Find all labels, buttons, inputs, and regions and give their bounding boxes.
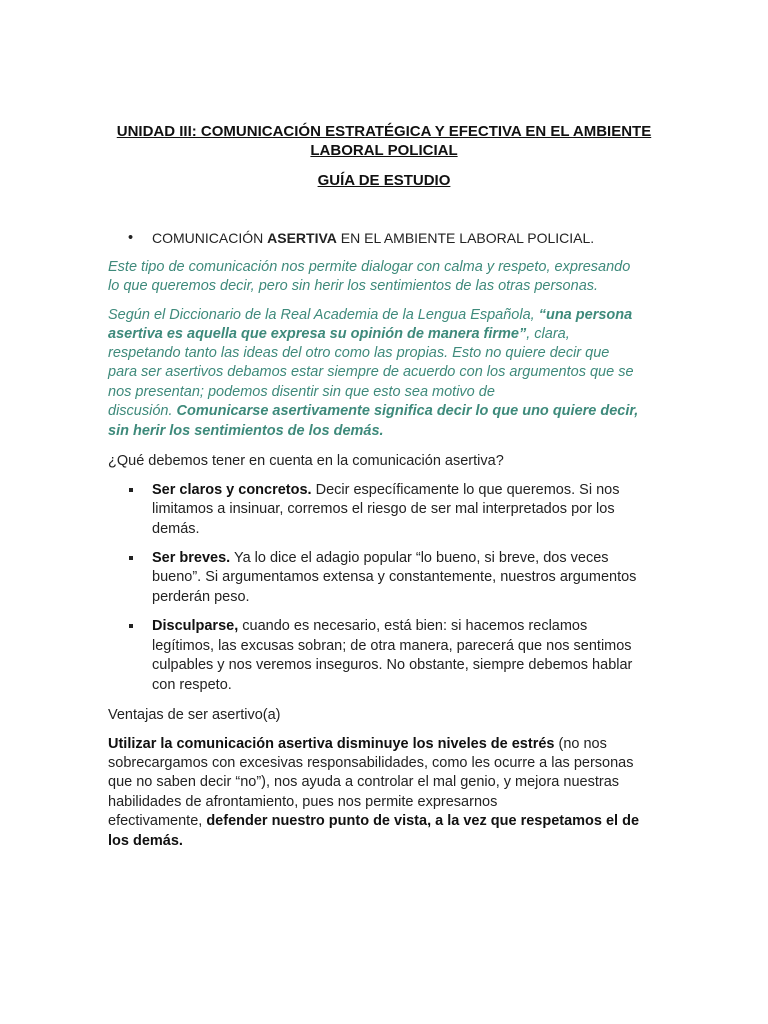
intro-line-1: Este tipo de comunicación nos permite dialogar con calma y respeto, expresando <box>108 259 631 275</box>
definition-line-2-bold: asertiva es aquella que expresa su opinión de manera firme” <box>108 326 527 342</box>
item-3-line-3: culpables y nos veremos inseguros. No obstante, siempre debemos hablar <box>152 657 633 673</box>
advantages-line-6 <box>108 832 183 852</box>
bullet-text-bold: ASERTIVA <box>267 230 337 246</box>
advantages-line-1 <box>108 735 607 755</box>
advantages-line-5-plain: efectivamente, <box>108 813 207 829</box>
intro-line-2: lo que queremos decir, pero sin herir los sentimientos de las otras personas. <box>108 278 599 294</box>
advantages-heading: Ventajas de ser asertivo(a) <box>108 707 281 723</box>
definition-line-3: respetando tanto las ideas del otro como las propias. Esto no quiere decir que <box>108 345 610 361</box>
definition-line-1 <box>108 306 632 326</box>
definition-line-1-bold: “una persona <box>538 307 633 323</box>
definition-line-2-plain: , clara, <box>526 326 570 342</box>
item-3-line-2: legítimos, las excusas sobran; de otra manera, parecerá que nos sentimos <box>152 638 632 654</box>
document-title-line-2: LABORAL POLICIAL <box>310 142 458 159</box>
item-3-line-1-text: cuando es necesario, está bien: si hacemos reclamos <box>238 618 588 634</box>
definition-line-6 <box>108 402 638 422</box>
item-1-bold: Ser claros y concretos. <box>152 482 312 498</box>
item-2-line-3: perderán peso. <box>152 589 250 605</box>
bullet-text-pre: COMUNICACIÓN <box>152 230 268 246</box>
item-2-line-2: bueno”. Si argumentamos extensa y constantemente, nuestros argumentos <box>152 569 637 585</box>
square-bullet-1 <box>129 488 133 492</box>
item-3-bold: Disculparse, <box>152 618 239 634</box>
document-subtitle: GUÍA DE ESTUDIO <box>317 172 451 189</box>
item-1-line-3: demás. <box>152 521 200 537</box>
advantages-line-5-bold: defender nuestro punto de vista, a la vez que respetamos el de <box>206 813 640 829</box>
advantages-line-1-plain: (no nos <box>554 736 607 752</box>
definition-line-4: para ser asertivos debamos estar siempre de acuerdo con los argumentos que se <box>108 364 634 380</box>
definition-line-2 <box>108 325 570 345</box>
definition-line-6-plain: discusión. <box>108 403 177 419</box>
document-title-line-1: UNIDAD III: COMUNICACIÓN ESTRATÉGICA Y EFECTIVA EN EL AMBIENTE <box>116 123 652 140</box>
advantages-line-5 <box>108 812 639 832</box>
bullet-text-post: EN EL AMBIENTE LABORAL POLICIAL. <box>336 230 595 246</box>
definition-line-6-bold: Comunicarse asertivamente significa decir lo que uno quiere decir, <box>176 403 639 419</box>
square-bullet-2 <box>129 556 133 560</box>
item-2-line-1-text: Ya lo dice el adagio popular “lo bueno, si breve, dos veces <box>230 550 609 566</box>
bullet-text <box>152 229 594 249</box>
definition-line-5: nos presentan; podemos disentir sin que esto sea motivo de <box>108 384 495 400</box>
item-1-line-2: limitamos a insinuar, corremos el riesgo de ser mal interpretados por los <box>152 501 615 517</box>
definition-line-7-bold: sin herir los sentimientos de los demás. <box>108 423 384 439</box>
square-bullet-3 <box>129 624 133 628</box>
item-3-line-4: con respeto. <box>152 677 232 693</box>
bullet-dot: • <box>128 230 134 246</box>
advantages-line-3: que no saben decir “no”), nos ayuda a controlar el mal genio, y mejora nuestras <box>108 774 620 790</box>
question-line: ¿Qué debemos tener en cuenta en la comunicación asertiva? <box>108 453 504 469</box>
item-2-line-1 <box>152 549 609 569</box>
advantages-line-1-bold: Utilizar la comunicación asertiva disminuye los niveles de estrés <box>108 736 555 752</box>
definition-line-1-plain: Según el Diccionario de la Real Academia de la Lengua Española, <box>108 307 539 323</box>
item-1-line-1 <box>152 481 619 501</box>
advantages-line-4: habilidades de afrontamiento, pues nos permite expresarnos <box>108 794 498 810</box>
definition-line-7 <box>108 422 384 442</box>
advantages-line-6-bold: los demás. <box>108 833 183 849</box>
advantages-line-2: sobrecargamos con excesivas responsabilidades, como les ocurre a las personas <box>108 755 634 771</box>
item-2-bold: Ser breves. <box>152 550 231 566</box>
item-3-line-1 <box>152 617 587 637</box>
item-1-line-1-text: Decir específicamente lo que queremos. Si nos <box>311 482 620 498</box>
